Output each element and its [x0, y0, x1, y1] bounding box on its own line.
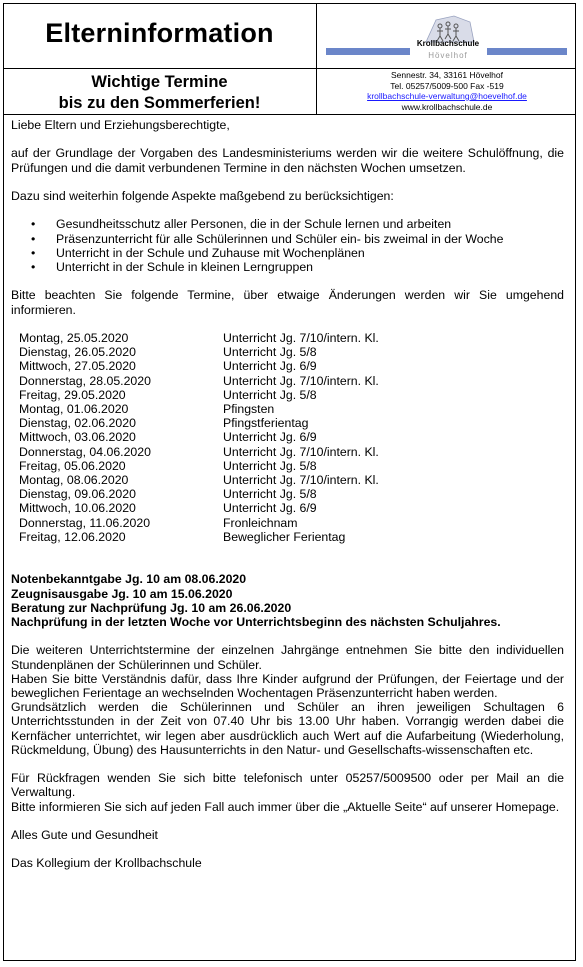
document-title: Elterninformation: [45, 18, 274, 48]
list-item: • Gesundheitsschutz aller Personen, die in der Schule lernen und arbeiten: [31, 217, 564, 231]
date-cell: Mittwoch, 10.06.2020: [19, 501, 136, 516]
table-row: [19, 402, 564, 416]
subtitle-line-2: bis zu den Sommerferien!: [58, 94, 261, 112]
date-cell: Mittwoch, 27.05.2020: [19, 359, 136, 374]
date-cell: Freitag, 29.05.2020: [19, 387, 126, 402]
info-cell: Pfingstferientag: [223, 416, 309, 431]
table-row: [19, 530, 564, 544]
date-cell: Dienstag, 09.06.2020: [19, 487, 136, 502]
contact-email-link[interactable]: krollbachschule-verwaltung@hoevelhof.de: [367, 91, 527, 101]
aspects-list: [11, 217, 564, 274]
info-cell: Unterricht Jg. 6/9: [223, 501, 317, 516]
info-cell: Unterricht Jg. 5/8: [223, 487, 317, 502]
logo-bar-right: [487, 48, 567, 55]
header-bottom-divider: [3, 114, 576, 115]
table-row: [19, 345, 564, 359]
table-row: [19, 516, 564, 530]
contact-phone: Tel. 05257/5009-500 Fax -519: [390, 80, 504, 91]
announcement: Nachprüfung in der letzten Woche vor Unterrichtsbeginn des nächsten Schuljahres.: [11, 615, 501, 629]
closing-wishes: Alles Gute und Gesundheit: [11, 828, 158, 842]
list-item: • Unterricht in der Schule in kleinen Lerngruppen: [31, 260, 564, 274]
list-item: • Präsenzunterricht für alle Schülerinnen und Schüler ein- bis zweimal in der Woche: [31, 232, 564, 246]
info-cell: Unterricht Jg. 5/8: [223, 387, 317, 402]
intro-paragraph: auf der Grundlage der Vorgaben des Landesministeriums werden wir die weitere Schulöffnung, die Prüfungen und die damit verbundenen Termine in den nächsten Wochen umsetzen.: [11, 146, 564, 175]
info-cell: Pfingsten: [223, 401, 275, 416]
date-cell: Dienstag, 02.06.2020: [19, 416, 136, 431]
document-subtitle: [3, 72, 316, 114]
header-column-divider: [316, 3, 317, 115]
table-row: [19, 487, 564, 501]
dates-table: [19, 331, 564, 544]
info-cell: Unterricht Jg. 7/10/intern. Kl.: [223, 330, 379, 345]
date-cell: Dienstag, 26.05.2020: [19, 345, 136, 360]
announcement: Zeugnisausgabe Jg. 10 am 15.06.2020: [11, 586, 233, 601]
table-row: [19, 359, 564, 373]
logo-school-name: Krollbachschule: [416, 39, 480, 48]
letter-body: [11, 118, 564, 871]
date-cell: Mittwoch, 03.06.2020: [19, 430, 136, 445]
aspects-intro: Dazu sind weiterhin folgende Aspekte maßgebend zu berücksichtigen:: [11, 188, 394, 203]
announcements: [11, 572, 564, 629]
info-cell: Unterricht Jg. 7/10/intern. Kl.: [223, 473, 379, 487]
table-row: [19, 473, 564, 487]
info-cell: Unterricht Jg. 7/10/intern. Kl.: [223, 444, 379, 459]
closing-paragraph-4: Für Rückfragen wenden Sie sich bitte telefonisch unter 05257/5009500 oder per Mail an die Verwaltung.: [11, 771, 564, 800]
announcement: Beratung zur Nachprüfung Jg. 10 am 26.06.2020: [11, 600, 292, 615]
date-cell: Montag, 25.05.2020: [19, 330, 129, 345]
table-row: [19, 331, 564, 345]
date-cell: Freitag, 05.06.2020: [19, 458, 126, 473]
info-cell: Unterricht Jg. 5/8: [223, 345, 317, 360]
subtitle-line-1: Wichtige Termine: [91, 73, 228, 91]
school-logo: [320, 8, 574, 66]
closing-paragraph-3: Grundsätzlich werden die Schülerinnen und Schüler an ihren jeweiligen Schultagen 6 Unterrichtsstunden in der Zeit von 07.40 Uhr bis 13.00 Uhr haben. Vorrangig werden dabei die Kernfächer unterrichtet, wir legen aber ausdrücklich auch Wert auf die Aufarbeitung (Wiederholung, Rückmeldung, Übung) des Hausunterrichts in den Natur- und Gesellschafts-wissenschaften etc.: [11, 700, 564, 757]
closing-paragraph-2: Haben Sie bitte Verständnis dafür, dass Ihre Kinder aufgrund der Prüfungen, der Feiertage und der beweglichen Ferientage an wechselnden Wochentagen Präsenzunterricht haben werden.: [11, 671, 564, 700]
contact-website: www.krollbachschule.de: [401, 101, 493, 112]
date-cell: Donnerstag, 04.06.2020: [19, 444, 151, 459]
info-cell: Unterricht Jg. 6/9: [223, 430, 317, 445]
dates-intro: Bitte beachten Sie folgende Termine, über etwaige Änderungen werden wir Sie umgehend informieren.: [11, 288, 564, 317]
logo-location: Hövelhof: [428, 51, 468, 60]
table-row: [19, 445, 564, 459]
info-cell: Fronleichnam: [223, 515, 298, 530]
date-cell: Montag, 08.06.2020: [19, 473, 129, 487]
info-cell: Unterricht Jg. 6/9: [223, 359, 317, 374]
date-cell: Donnerstag, 28.05.2020: [19, 373, 151, 388]
date-cell: Donnerstag, 11.06.2020: [19, 515, 151, 530]
table-row: [19, 459, 564, 473]
signature: Das Kollegium der Krollbachschule: [11, 856, 202, 871]
info-cell: Unterricht Jg. 7/10/intern. Kl.: [223, 373, 379, 388]
info-cell: Beweglicher Ferientag: [223, 529, 346, 544]
date-cell: Freitag, 12.06.2020: [19, 529, 126, 544]
table-row: [19, 374, 564, 388]
contact-address: Sennestr. 34, 33161 Hövelhof: [391, 70, 503, 80]
date-cell: Montag, 01.06.2020: [19, 401, 129, 416]
closing-paragraph-5: Bitte informieren Sie sich auf jeden Fall auch immer über die „Aktuelle Seite“ auf unserer Homepage.: [11, 799, 560, 814]
table-row: [19, 430, 564, 444]
greeting: Liebe Eltern und Erziehungsberechtigte,: [11, 118, 230, 132]
closing-paragraph-1: Die weiteren Unterrichtstermine der einzelnen Jahrgänge entnehmen Sie bitte den individuellen Stundenplänen der Schülerinnen und Schüler.: [11, 643, 564, 672]
contact-block: [318, 70, 576, 112]
table-row: [19, 388, 564, 402]
announcement: Notenbekanntgabe Jg. 10 am 08.06.2020: [11, 572, 247, 587]
info-cell: Unterricht Jg. 5/8: [223, 458, 317, 473]
table-row: [19, 501, 564, 515]
logo-bar-left: [326, 48, 410, 55]
table-row: [19, 416, 564, 430]
list-item: • Unterricht in der Schule und Zuhause mit Wochenplänen: [31, 246, 564, 260]
